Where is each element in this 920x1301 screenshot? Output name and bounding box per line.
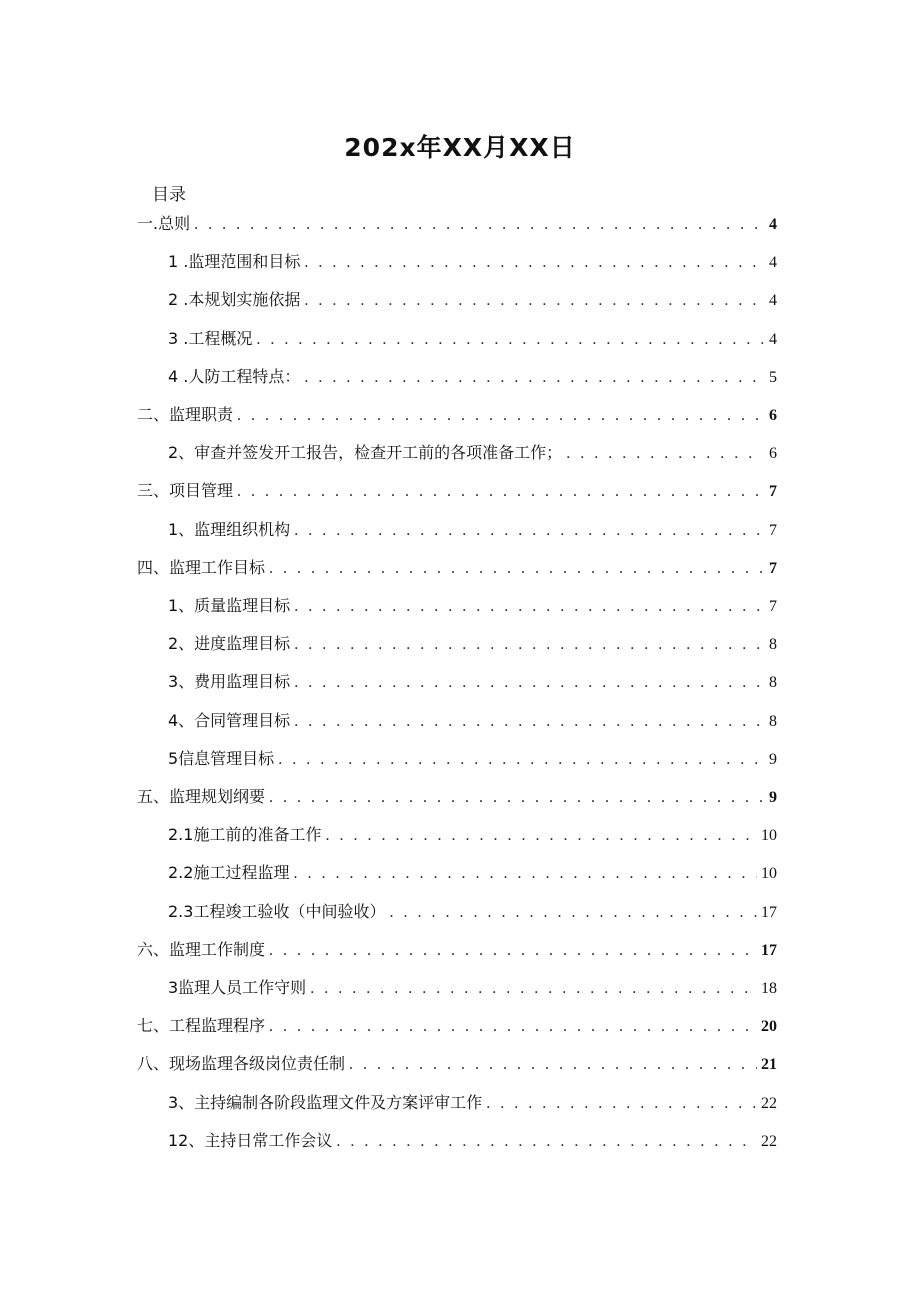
- toc-entry-page-number: 7: [769, 483, 777, 501]
- toc-dot-leader: [269, 557, 763, 581]
- toc-entry-page-number: 5: [769, 368, 777, 386]
- toc-entry-label: 五、监理规划纲要: [137, 787, 266, 806]
- toc-entry[interactable]: [168, 1129, 777, 1153]
- toc-entry-page-number: 4: [769, 292, 777, 310]
- toc-entry[interactable]: [168, 823, 777, 847]
- toc-entry-page-number: 9: [769, 750, 777, 768]
- toc-dot-leader: [566, 442, 763, 466]
- toc-entry[interactable]: [137, 556, 777, 580]
- toc-entry[interactable]: [137, 1014, 777, 1038]
- toc-entry[interactable]: [137, 938, 777, 962]
- toc-entry[interactable]: [168, 976, 777, 1000]
- toc-entry-label: 2.2施工过程监理: [168, 863, 290, 883]
- toc-entry[interactable]: [168, 861, 777, 885]
- toc-entry-label: 4 .人防工程特点：: [168, 366, 301, 386]
- toc-entry-page-number: 17: [761, 903, 777, 921]
- toc-dot-leader: [389, 901, 757, 925]
- toc-dot-leader: [294, 633, 763, 657]
- toc-entry-page-number: 4: [769, 216, 777, 233]
- toc-entry-label: 4、合同管理目标: [168, 710, 291, 730]
- toc-entry-page-number: 6: [769, 445, 777, 463]
- toc-entry-label: 2 .本规划实施依据: [168, 290, 301, 310]
- toc-entry[interactable]: [168, 594, 777, 618]
- toc-dot-leader: [304, 251, 763, 275]
- toc-entry-page-number: 17: [761, 941, 777, 959]
- toc-entry-page-number: 10: [761, 827, 777, 845]
- toc-entry[interactable]: [137, 1052, 777, 1076]
- toc-entry[interactable]: [168, 365, 777, 389]
- toc-entry-label: 1、质量监理目标: [168, 596, 291, 615]
- toc-entry[interactable]: [168, 288, 777, 312]
- toc-entry-label: 1 .监理范围和目标: [168, 252, 301, 272]
- toc-dot-leader: [194, 213, 763, 237]
- toc-dot-leader: [304, 366, 763, 390]
- toc-entry-label: 2.1施工前的准备工作: [168, 825, 322, 845]
- toc-entry-page-number: 22: [761, 1094, 777, 1112]
- toc-entry-label: 3监理人员工作守则: [168, 978, 307, 997]
- toc-entry-label: 5信息管理目标: [168, 748, 275, 768]
- toc-dot-leader: [294, 710, 763, 734]
- toc-entry-label: 二、监理职责: [137, 405, 234, 424]
- toc-entry-page-number: 8: [769, 674, 777, 692]
- date-title: 202x年XX月XX日: [344, 133, 576, 162]
- toc-entry[interactable]: [168, 518, 777, 542]
- toc-entry-page-number: 8: [769, 712, 777, 730]
- toc-entry-page-number: 6: [769, 407, 777, 424]
- toc-dot-leader: [278, 748, 763, 772]
- toc-entry[interactable]: [137, 785, 777, 809]
- toc-entry-page-number: 7: [769, 521, 777, 539]
- toc-dot-leader: [310, 977, 757, 1001]
- toc-entry-label: 八、现场监理各级岗位责任制: [137, 1054, 346, 1074]
- toc-entry-label: 三、项目管理: [137, 481, 234, 501]
- toc-dot-leader: [304, 289, 763, 313]
- toc-entry-label: 七、工程监理程序: [137, 1016, 266, 1036]
- toc-dot-leader: [269, 1015, 757, 1039]
- toc-entry[interactable]: [168, 327, 777, 351]
- toc-heading: 目录: [152, 185, 186, 205]
- toc-dot-leader: [269, 939, 757, 963]
- toc-entry[interactable]: [168, 670, 777, 694]
- toc-dot-leader: [237, 480, 763, 504]
- toc-entry-label: 一.总则: [137, 214, 191, 233]
- toc-entry-page-number: 21: [761, 1056, 777, 1074]
- toc-entry-label: 2、进度监理目标: [168, 634, 291, 654]
- toc-dot-leader: [269, 786, 763, 810]
- toc-entry-page-number: 18: [761, 980, 777, 997]
- toc-dot-leader: [336, 1130, 757, 1154]
- toc-entry-label: 四、监理工作目标: [137, 557, 266, 577]
- toc-dot-leader: [349, 1053, 757, 1077]
- toc-entry[interactable]: [168, 441, 777, 465]
- toc-entry-label: 1、监理组织机构: [168, 519, 291, 539]
- toc-entry-page-number: 20: [761, 1018, 777, 1036]
- toc-entry-page-number: 9: [769, 789, 777, 806]
- toc-entry-page-number: 10: [761, 865, 777, 883]
- toc-entry-label: 3、主持编制各阶段监理文件及方案评审工作: [168, 1092, 483, 1112]
- toc-entry[interactable]: [168, 632, 777, 656]
- toc-entry[interactable]: [168, 1091, 777, 1115]
- toc-entry[interactable]: [168, 747, 777, 771]
- toc-entry-page-number: 8: [769, 636, 777, 654]
- toc-dot-leader: [294, 671, 763, 695]
- toc-entry-label: 六、监理工作制度: [137, 939, 266, 959]
- toc-entry-page-number: 22: [761, 1132, 777, 1150]
- toc-dot-leader: [294, 595, 763, 619]
- toc-entry-page-number: 4: [769, 254, 777, 272]
- toc-entry-page-number: 4: [769, 330, 777, 348]
- toc-entry-page-number: 7: [769, 559, 777, 577]
- toc-entry-label: 12、主持日常工作会议: [168, 1130, 333, 1150]
- toc-dot-leader: [237, 404, 763, 428]
- toc-entry[interactable]: [168, 250, 777, 274]
- toc-dot-leader: [486, 1092, 757, 1116]
- toc-entry-page-number: 7: [769, 598, 777, 615]
- toc-entry[interactable]: [168, 900, 777, 924]
- toc-dot-leader: [293, 862, 757, 886]
- toc-entry-label: 3 .工程概况: [168, 328, 253, 348]
- toc-dot-leader: [294, 519, 763, 543]
- toc-dot-leader: [256, 328, 763, 352]
- toc-entry-label: 3、费用监理目标: [168, 672, 291, 692]
- toc-entry-label: 2、审查并签发开工报告，检查开工前的各项准备工作；: [168, 443, 563, 463]
- toc-entry[interactable]: [168, 709, 777, 733]
- toc-entry[interactable]: [137, 212, 777, 236]
- toc-entry-label: 2.3工程竣工验收（中间验收）: [168, 901, 386, 921]
- toc-entry[interactable]: [137, 403, 777, 427]
- toc-entry[interactable]: [137, 479, 777, 503]
- toc-dot-leader: [325, 824, 757, 848]
